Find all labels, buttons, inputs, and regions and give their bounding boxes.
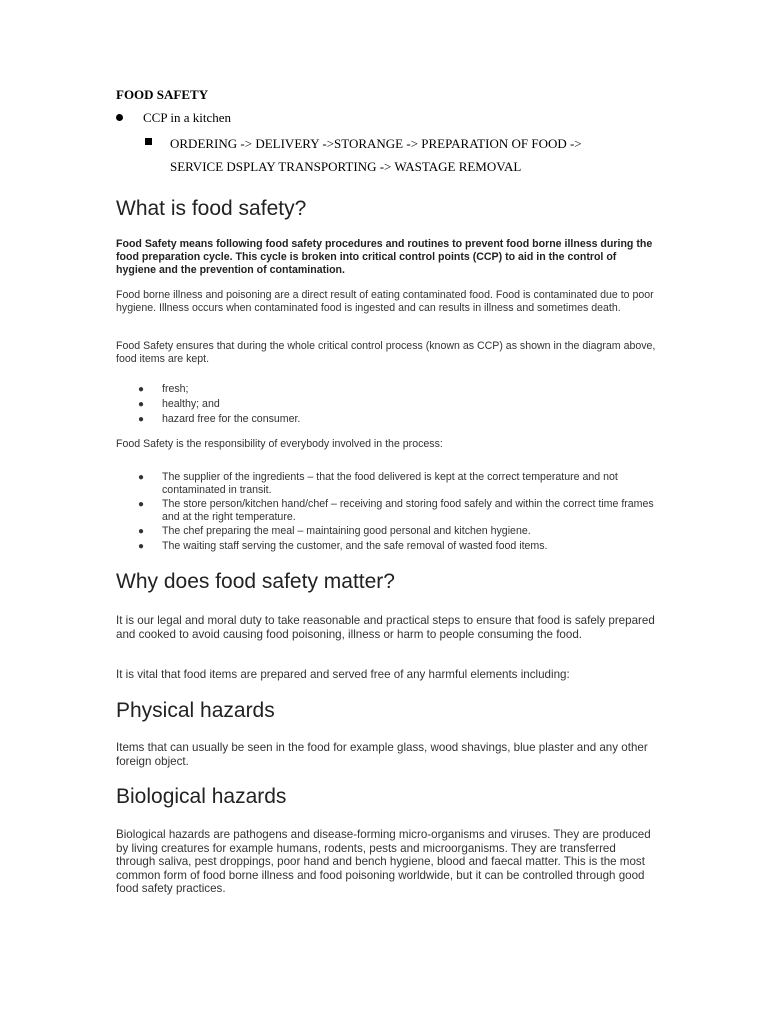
paragraph-illness: Food borne illness and poisoning are a direct result of eating contaminated food. Food is contaminated due to poor hygiene. Illness occurs when contaminated food is ingested and can results in illness and sometimes death. xyxy=(116,289,654,314)
flow-line-1: ORDERING -> DELIVERY ->STORANGE -> PREPARATION OF FOOD -> xyxy=(170,136,582,151)
bullet-icon: ● xyxy=(138,541,145,552)
bullet-icon: ● xyxy=(138,414,145,425)
responsibility-list xyxy=(116,471,656,553)
freshness-list xyxy=(116,383,656,426)
bullet-icon: ● xyxy=(138,472,145,483)
square-bullet-icon xyxy=(145,138,152,145)
bullet-icon: ● xyxy=(138,399,145,410)
bullet-icon: ● xyxy=(138,499,145,510)
section-title-physical-hazards: Physical hazards xyxy=(116,699,275,722)
list-item: ● hazard free for the consumer. xyxy=(138,413,301,425)
intro-paragraph: Food Safety means following food safety procedures and routines to prevent food borne illness during the food preparation cycle. This cycle is broken into critical control points (CCP) to aid in the control of hygiene and the prevention of contamination. xyxy=(116,238,653,276)
round-bullet-icon xyxy=(116,114,123,121)
paragraph-responsibility: Food Safety is the responsibility of everybody involved in the process: xyxy=(116,438,443,450)
section-title-why-matter: Why does food safety matter? xyxy=(116,570,395,593)
list-item: ● The store person/kitchen hand/chef – receiving and storing food safely and within the correct time frames and at the right temperature. xyxy=(138,498,654,523)
list-item: ● The chef preparing the meal – maintaining good personal and kitchen hygiene. xyxy=(138,525,531,537)
paragraph-biological: Biological hazards are pathogens and disease-forming micro-organisms and viruses. They are produced by living creatures for example humans, rodents, pests and microorganisms. They are transferred through saliva, pest droppings, poor hand and bench hygiene, blood and faecal matter. This is the most common form of food borne illness and food poisoning worldwide, but it can be controlled through good food safety practices. xyxy=(116,828,651,895)
list-item: ● The waiting staff serving the customer, and the safe removal of wasted food items. xyxy=(138,540,548,552)
list-item: ● fresh; xyxy=(138,383,189,395)
paragraph-physical: Items that can usually be seen in the food for example glass, wood shavings, blue plaster and any other foreign object. xyxy=(116,741,648,768)
list-item: ● healthy; and xyxy=(138,398,220,410)
list-item: ● The supplier of the ingredients – that the food delivered is kept at the correct temperature and not contaminated in transit. xyxy=(138,471,618,496)
paragraph-legal-duty: It is our legal and moral duty to take reasonable and practical steps to ensure that food is safely prepared and cooked to avoid causing food poisoning, illness or harm to people consuming the food. xyxy=(116,614,655,641)
bullet-icon: ● xyxy=(138,384,145,395)
section-title-what-is-food-safety: What is food safety? xyxy=(116,197,307,220)
flow-line-2: SERVICE DSPLAY TRANSPORTING -> WASTAGE REMOVAL xyxy=(170,159,522,174)
section-title-biological-hazards: Biological hazards xyxy=(116,785,287,808)
paragraph-harmful-elements: It is vital that food items are prepared and served free of any harmful elements including: xyxy=(116,668,570,681)
document-heading: FOOD SAFETY xyxy=(116,87,209,102)
ccp-item-text: CCP in a kitchen xyxy=(143,110,231,125)
bullet-icon: ● xyxy=(138,526,145,537)
paragraph-ccp: Food Safety ensures that during the whole critical control process (known as CCP) as shown in the diagram above, food items are kept. xyxy=(116,340,656,365)
